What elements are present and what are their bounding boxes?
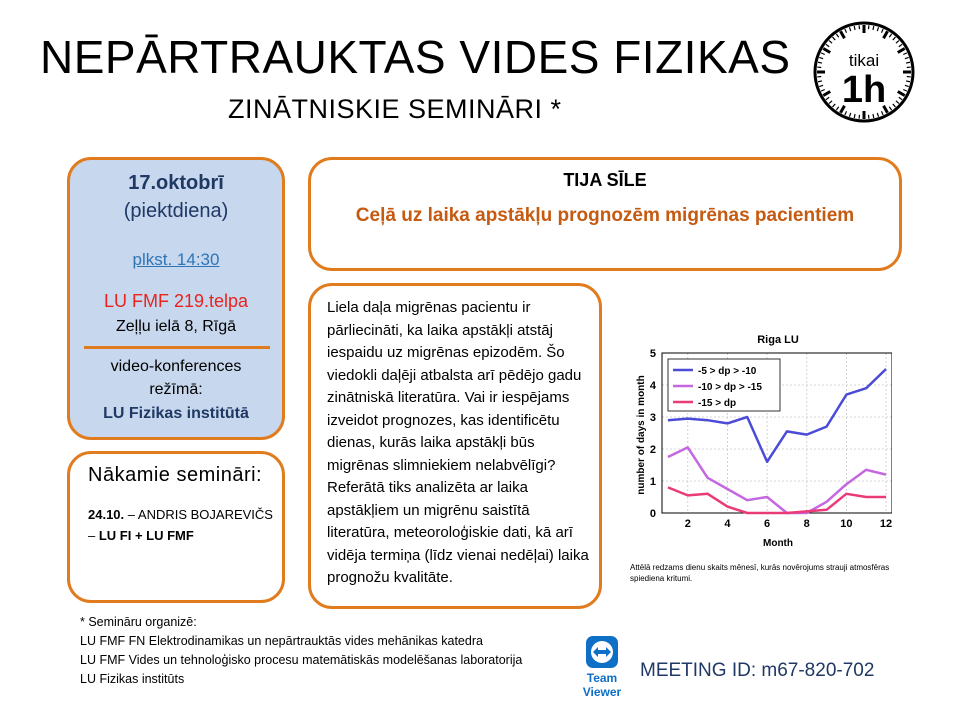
talk-box xyxy=(308,157,902,271)
event-date: 17.oktobrī xyxy=(128,172,224,194)
chart-legend-label: -10 > dp > -15 xyxy=(698,382,762,393)
next-seminars-box xyxy=(67,451,285,603)
chart-svg xyxy=(622,328,892,548)
chart-title: Riga LU xyxy=(757,334,799,346)
teamviewer-text-1: Team xyxy=(586,671,618,685)
next-seminar-speaker: – ANDRIS BOJAREVIČS – xyxy=(88,507,273,543)
organizer-3: LU Fizikas institūts xyxy=(80,672,185,686)
next-seminar-place: LU FI + LU FMF xyxy=(98,528,194,543)
page-title: NEPĀRTRAUKTAS VIDES FIZIKAS xyxy=(40,31,791,83)
organizer-2: LU FMF Vides un tehnoloģisko procesu matemātiskās modelēšanas laboratorija xyxy=(80,653,523,667)
chart xyxy=(622,328,892,548)
video-conference-line-2: režīmā: xyxy=(149,381,203,398)
chart-legend-label: -5 > dp > -10 xyxy=(698,366,757,377)
chart-y-tick-label: 0 xyxy=(649,508,656,520)
next-seminar-item xyxy=(88,504,276,546)
chart-y-tick-label: 2 xyxy=(649,444,656,456)
speaker-name: TIJA SĪLE xyxy=(563,170,647,190)
divider xyxy=(84,346,270,349)
chart-x-tick-label: 4 xyxy=(724,518,731,530)
event-info-box xyxy=(67,157,285,440)
organizers-heading: * Semināru organizē: xyxy=(80,615,197,629)
event-room: LU FMF 219.telpa xyxy=(103,291,249,311)
chart-series-line xyxy=(668,487,886,513)
teamviewer-text-2: Viewer xyxy=(582,685,622,699)
video-conference-location: LU Fizikas institūtā xyxy=(103,405,249,422)
clock-top-text: tikai xyxy=(848,51,880,70)
abstract-box xyxy=(308,283,602,609)
event-weekday: (piektdiena) xyxy=(123,200,229,222)
video-conference-line-1: video-konferences xyxy=(110,358,242,375)
chart-x-tick-label: 8 xyxy=(803,518,810,530)
meeting-id: MEETING ID: m67-820-702 xyxy=(640,660,875,681)
abstract-text: Liela daļa migrēnas pacientu ir pārliecināti, ka laika apstākļi atstāj iespaidu uz migrēnas epizodēm. Šo viedokli daļēji atbalsta arī pēdējo gadu zinātniskā literatūra. Vai ir iespējams izveidot prognozes, kas identificētu dienas, kurās laika apstākļi būs migrēnas slimniekiem nelabvēlīgi? Referātā tiks analizēta ar laika apstākļiem un migrēnu saistītā literatūra, meteoroloģiskie dati, kā arī vidēja termiņa (līdz vienai nedēļai) laika prognožu kvalitāte. xyxy=(327,299,589,586)
talk-title: Ceļā uz laika apstākļu prognozēm migrēnas pacientiem xyxy=(355,205,855,226)
chart-y-tick-label: 5 xyxy=(649,348,656,360)
next-seminars-title: Nākamie semināri: xyxy=(88,464,263,486)
event-time-link[interactable]: plkst. 14:30 xyxy=(132,250,220,269)
next-seminar-date: 24.10. xyxy=(88,507,125,522)
event-address: Zeļļu ielā 8, Rīgā xyxy=(115,318,237,335)
clock-big-text: 1h xyxy=(841,69,887,111)
chart-y-tick-label: 3 xyxy=(649,412,656,424)
chart-series-line xyxy=(668,447,886,513)
chart-x-tick-label: 10 xyxy=(840,518,853,530)
organizers xyxy=(80,613,560,689)
clock-icon xyxy=(812,20,916,124)
chart-caption: Attēlā redzams dienu skaits mēnesī, kurās novērojums strauji atmosfēras spiediena kritumi. xyxy=(630,563,890,583)
chart-y-tick-label: 1 xyxy=(649,476,656,488)
page-subtitle: ZINĀTNISKIE SEMINĀRI * xyxy=(228,94,562,124)
chart-y-tick-label: 4 xyxy=(649,380,656,392)
teamviewer-logo-icon xyxy=(572,634,632,702)
chart-x-axis-label: Month xyxy=(763,538,793,548)
organizer-1: LU FMF FN Elektrodinamikas un nepārtrauktās vides mehānikas katedra xyxy=(80,634,483,648)
chart-x-tick-label: 2 xyxy=(684,518,691,530)
chart-x-tick-label: 12 xyxy=(879,518,892,530)
chart-x-tick-label: 6 xyxy=(764,518,771,530)
chart-legend-label: -15 > dp xyxy=(698,398,737,409)
chart-y-axis-label: number of days in month xyxy=(636,375,647,495)
